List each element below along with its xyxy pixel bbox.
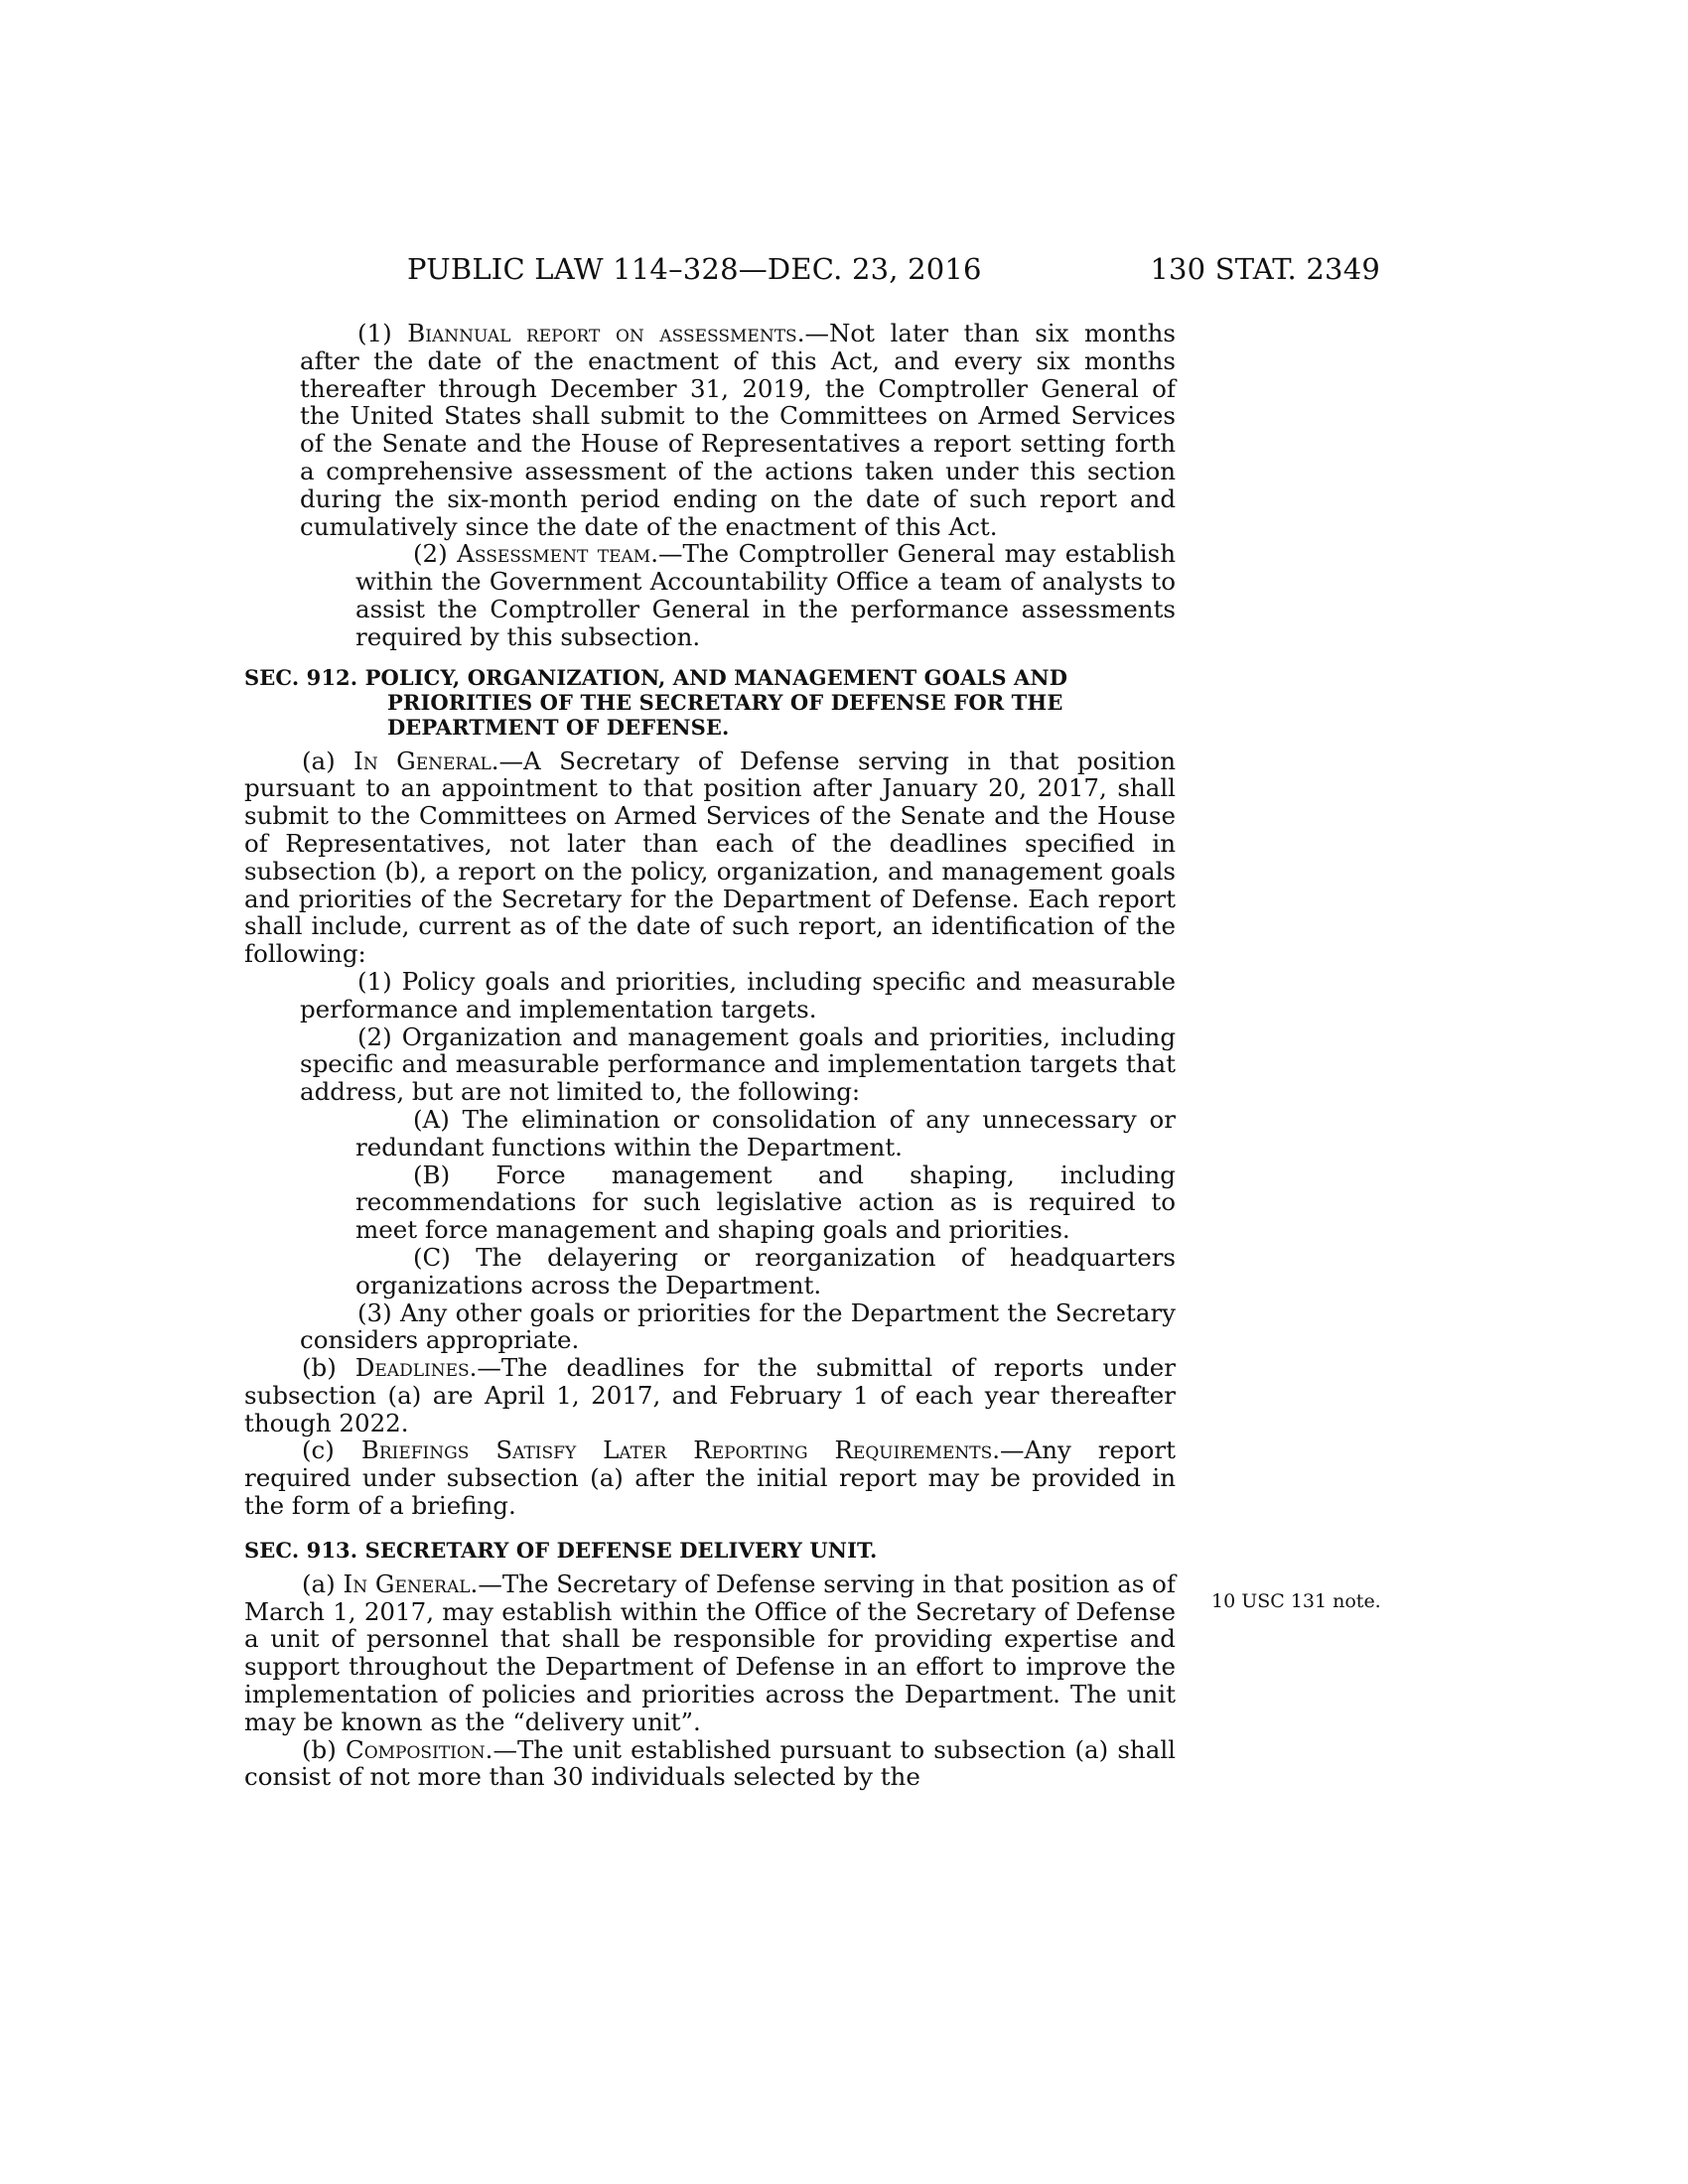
subsection-912-c: [244, 1436, 1176, 1519]
running-header: [407, 252, 1380, 292]
subsection-heading: Deadlines: [354, 1353, 470, 1383]
paragraph-assessment-team: [300, 540, 1176, 650]
subsection-912-a: [244, 748, 1176, 968]
subsection-913-a: [244, 1570, 1176, 1736]
subsection-number: (a): [302, 1569, 344, 1598]
section-912-heading: SEC. 912. POLICY, ORGANIZATION, AND MANAGEMENT GOALS AND PRIORITIES OF THE SECRETARY OF DEFENSE FOR THE DEPARTMENT OF DEFENSE.: [244, 664, 1067, 740]
paragraph-biannual-report: [244, 320, 1176, 540]
header-stat-page: 130 STAT. 2349: [1150, 252, 1380, 286]
item-912-3: (3) Any other goals or priorities for the Department the Secretary considers appropriate.: [300, 1297, 1176, 1355]
paragraph-text: .—Not later than six months after the date of the enactment of this Act, and every six months thereafter through December 31, 2019, the Comptroller General of the United States shall submit to the Committees on Armed Services of the Senate and the House of Representatives a report setting forth a comprehensive assessment of the actions taken under this section during the six-month period ending on the date of such report and cumulatively since the date of the enactment of this Act.: [300, 319, 1176, 541]
subsection-number: (a): [302, 746, 354, 775]
subsection-text: .—A Secretary of Defense serving in that position pursuant to an appointment to that position after January 20, 2017, shall submit to the Committees on Armed Services of the Senate and the House of Representatives, not later than each of the deadlines specified in subsection (b), a report on the policy, organization, and management goals and priorities of the Secretary for the Department of Defense. Each report shall include, current as of the date of such report, an identification of the following:: [244, 746, 1176, 969]
subsection-heading: In General: [353, 746, 492, 775]
item-912-2: (2) Organization and management goals and priorities, including specific and measurable performance and implementation targets that address, but are not limited to, the following:: [300, 1022, 1176, 1107]
margin-note: 10 USC 131 note.: [1211, 1590, 1381, 1612]
subsection-heading: Composition: [345, 1734, 486, 1764]
subsection-text: .—The deadlines for the submittal of reports under subsection (a) are April 1, 2017, and February 1 of each year thereafter though 2022.: [244, 1353, 1176, 1437]
subsection-heading: Briefings Satisfy Later Reporting Requirements: [360, 1435, 993, 1465]
item-912-C: (C) The delayering or reorganization of headquarters organizations across the Department.: [355, 1242, 1176, 1299]
paragraph-number: (2): [413, 539, 458, 569]
subsection-text: .—Any report required under subsection (a) after the initial report may be provided in the form of a briefing.: [244, 1435, 1176, 1521]
subsection-number: (b): [302, 1734, 346, 1764]
item-912-1: (1) Policy goals and priorities, including specific and measurable performance and implementation targets.: [300, 966, 1176, 1024]
paragraph-heading: Assessment team: [457, 539, 651, 569]
subsection-number: (c): [302, 1435, 361, 1465]
paragraph-heading: Biannual report on assessments: [407, 319, 797, 347]
header-title: PUBLIC LAW 114–328—DEC. 23, 2016: [407, 252, 982, 286]
item-912-A: (A) The elimination or consolidation of any unnecessary or redundant functions within the Department.: [355, 1104, 1176, 1161]
subsection-913-b: [244, 1736, 1176, 1792]
paragraph-number: (1): [357, 319, 408, 347]
subsection-text: .—The Secretary of Defense serving in that position as of March 1, 2017, may establish within the Office of the Secretary of Defense a unit of personnel that shall be responsible for providing expertise and support throughout the Department of Defense in an effort to improve the implementation of policies and priorities across the Department. The unit may be known as the “delivery unit”.: [244, 1569, 1176, 1736]
item-912-B: (B) Force management and shaping, including recommendations for such legislative action as is required to meet force management and shaping goals and priorities.: [355, 1160, 1176, 1245]
subsection-heading: In General: [343, 1569, 471, 1598]
subsection-912-b: [244, 1354, 1176, 1436]
section-913-heading: SEC. 913. SECRETARY OF DEFENSE DELIVERY UNIT.: [244, 1537, 878, 1563]
paragraph-text: .—The Comptroller General may establish within the Government Accountability Office a team of analysts to assist the Comptroller General in the performance assessments required by this subsection.: [355, 539, 1176, 651]
subsection-number: (b): [302, 1353, 355, 1383]
document-body: [244, 319, 1176, 1792]
subsection-text: .—The unit established pursuant to subsection (a) shall consist of not more than 30 individuals selected by the: [244, 1734, 1176, 1792]
